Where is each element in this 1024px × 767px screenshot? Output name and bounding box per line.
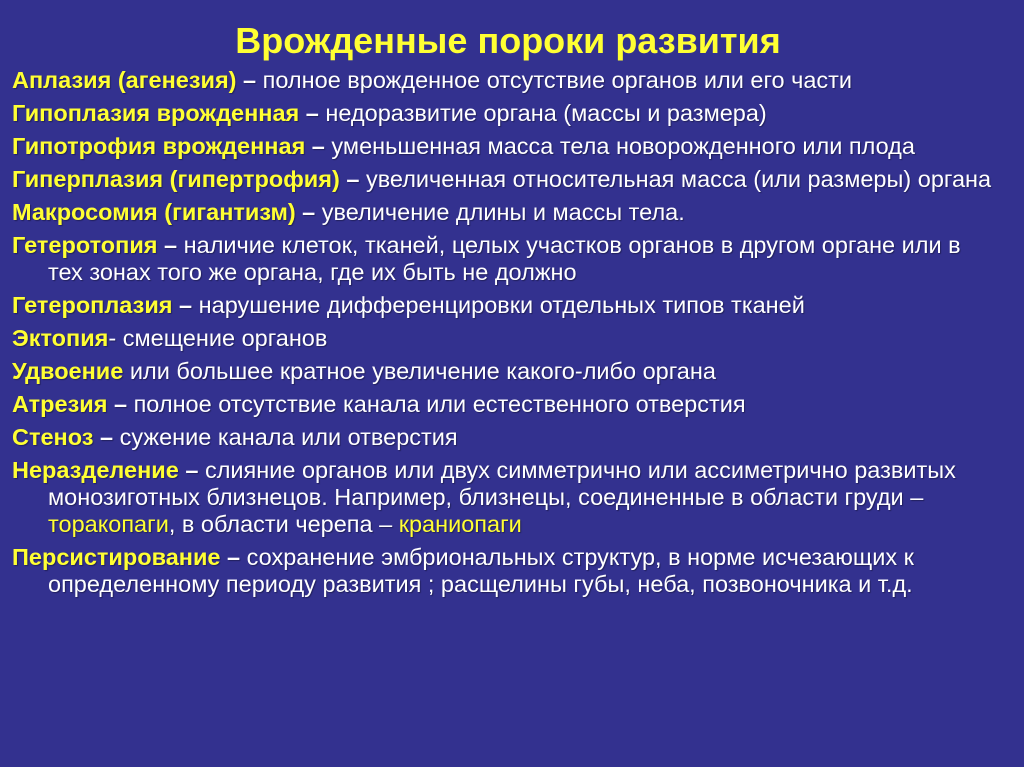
term: Удвоение <box>12 358 124 384</box>
term: Гиперплазия (гипертрофия) <box>12 166 340 192</box>
definition-item-macrosomia <box>12 199 994 226</box>
separator: – <box>299 100 326 126</box>
definition-item-hyperplasia <box>12 166 994 193</box>
term: Аплазия (агенезия) <box>12 67 237 93</box>
highlight-term: торакопаги <box>48 511 169 537</box>
definition-text: или большее кратное увеличение какого-либо органа <box>129 358 716 384</box>
term: Макросомия (гигантизм) <box>12 199 296 225</box>
definition-text: , в области черепа – <box>168 511 399 537</box>
separator: – <box>305 133 332 159</box>
definition-item-non-separation <box>12 457 994 538</box>
term: Гипотрофия врожденная <box>12 133 306 159</box>
definition-text: смещение органов <box>122 325 328 351</box>
definition-text: полное врожденное отсутствие органов или его части <box>262 67 853 93</box>
definition-text: недоразвитие органа (массы и размера) <box>325 100 767 126</box>
separator: - <box>108 325 123 351</box>
term: Гетеротопия <box>12 232 158 258</box>
separator: – <box>295 199 322 225</box>
separator: – <box>220 544 247 570</box>
term: Эктопия <box>12 325 109 351</box>
definition-item-stenosis <box>12 424 994 451</box>
definition-item-duplication <box>12 358 994 385</box>
definition-text: сужение канала или отверстия <box>119 424 458 450</box>
highlight-term: краниопаги <box>398 511 522 537</box>
definition-item-hypoplasia <box>12 100 994 127</box>
definition-text: увеличенная относительная масса (или размеры) органа <box>365 166 992 192</box>
definition-list <box>12 67 994 598</box>
definition-item-heteroplasia <box>12 292 994 319</box>
definition-item-hypotrophy <box>12 133 994 160</box>
definition-item-aplasia <box>12 67 994 94</box>
term: Атрезия <box>12 391 108 417</box>
separator: – <box>107 391 134 417</box>
separator: – <box>93 424 120 450</box>
definition-text: сохранение эмбриональных структур, в норме исчезающих к определенному периоду развития ; расщелины губы, неба, позвоночника и т.д. <box>48 544 914 597</box>
definition-text: нарушение дифференцировки отдельных типов тканей <box>198 292 805 318</box>
term: Гипоплазия врожденная <box>12 100 300 126</box>
definition-text: наличие клеток, тканей, целых участков органов в другом органе или в тех зонах того же органа, где их быть не должно <box>48 232 961 285</box>
definition-text: уменьшенная масса тела новорожденного или плода <box>331 133 915 159</box>
definition-text: полное отсутствие канала или естественного отверстия <box>133 391 746 417</box>
term: Стеноз <box>12 424 94 450</box>
separator: – <box>339 166 366 192</box>
separator: – <box>236 67 263 93</box>
definition-item-persistence <box>12 544 994 598</box>
separator: – <box>157 232 184 258</box>
page-title: Врожденные пороки развития <box>235 20 781 61</box>
definition-text: увеличение длины и массы тела. <box>321 199 685 225</box>
term: Персистирование <box>12 544 221 570</box>
term: Гетероплазия <box>12 292 173 318</box>
separator: – <box>178 457 205 483</box>
definition-item-atresia <box>12 391 994 418</box>
definition-text: слияние органов или двух симметрично или ассиметрично развитых монозиготных близнецов. Например, близнецы, соединенные в области груди – <box>48 457 956 510</box>
definition-item-ectopia <box>12 325 994 352</box>
separator: – <box>172 292 199 318</box>
term: Неразделение <box>12 457 179 483</box>
definition-item-heterotopia <box>12 232 994 286</box>
